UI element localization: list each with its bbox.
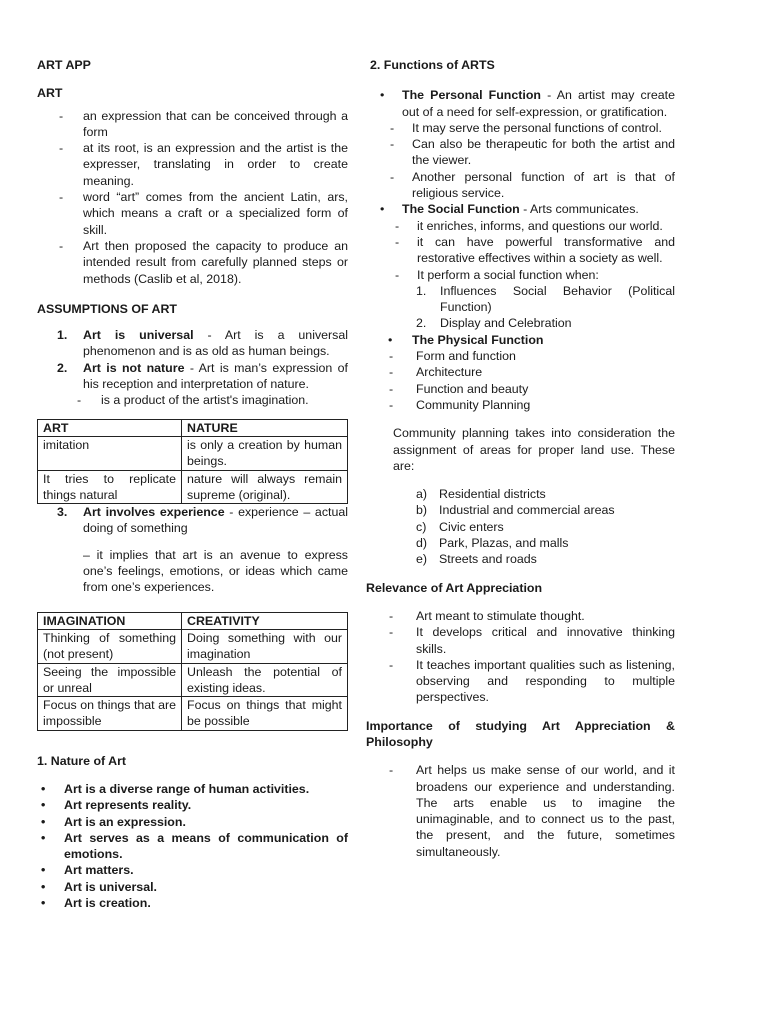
list-item: 1. Art is universal - Art is a universal phenomenon and is as old as human beings.: [57, 328, 348, 359]
list-item: - Architecture: [389, 365, 483, 380]
list-item: - It may serve the personal functions of control.: [390, 120, 663, 135]
social-function: • The Social Function - Arts communicates.: [380, 202, 639, 217]
table-header: ART: [38, 419, 182, 436]
list-item: - It perform a social function when:: [395, 267, 599, 282]
list-item: - at its root, is an expression and the artist is the expresser, translating in order to create meaning.: [59, 141, 348, 188]
list-item: - It develops critical and innovative thinking skills.: [389, 625, 675, 656]
personal-function: • The Personal Function - An artist may create out of a need for self-expression, or gratification.: [380, 88, 675, 119]
table-header: CREATIVITY: [182, 612, 348, 629]
social-function-list: [366, 218, 675, 283]
importance-heading: Importance of studying Art Appreciation & Philosophy: [366, 718, 675, 749]
list-item: a) Residential districts: [416, 487, 546, 502]
physical-function-list: [366, 348, 675, 413]
left-column: [37, 57, 348, 911]
relevance-list: [366, 608, 675, 706]
table-header: NATURE: [182, 419, 348, 436]
social-function-sublist: [366, 283, 675, 332]
personal-function-list: [366, 120, 675, 201]
list-item: - Function and beauty: [389, 381, 529, 396]
nature-of-art-list: [37, 781, 348, 911]
list-item: - Can also be therapeutic for both the artist and the viewer.: [390, 137, 675, 168]
list-item: - word “art” comes from the ancient Latin, ars, which means a craft or a specialized form of skill.: [59, 190, 348, 237]
functions-heading: 2. Functions of ARTS: [370, 58, 495, 72]
list-item: - Art then proposed the capacity to produce an intended result from carefully planned steps or methods (Caslib et al, 2018).: [59, 238, 348, 286]
physical-function: • The Physical Function: [388, 332, 544, 347]
land-use-list: [366, 486, 675, 567]
list-item: - It teaches important qualities such as listening, observing and responding to multiple perspectives.: [389, 657, 675, 705]
art-vs-nature-table: [37, 419, 348, 504]
table-row: Thinking of something (not present) Doing something with our imagination: [38, 629, 348, 663]
assumptions-heading: ASSUMPTIONS OF ART: [37, 301, 177, 316]
assumption-sub-item: - is a product of the artist's imagination.: [77, 393, 309, 408]
document-title: ART APP: [37, 58, 91, 72]
list-item: d) Park, Plazas, and malls: [416, 536, 569, 551]
assumptions-list: [37, 327, 348, 392]
art-heading: ART: [37, 86, 63, 101]
table-row: imitation is only a creation by human beings.: [38, 436, 348, 470]
list-item: • Art is a diverse range of human activities.: [41, 781, 310, 796]
list-item: c) Civic enters: [416, 519, 504, 534]
right-column: [366, 57, 675, 860]
list-item: • Art represents reality.: [41, 798, 192, 813]
imagination-vs-creativity-table: [37, 612, 348, 731]
list-item: - Community Planning: [389, 397, 531, 412]
list-item: 2. Art is not nature - Art is man’s expression of his reception and interpretation of nature.: [57, 360, 348, 392]
list-item: 1. Influences Social Behavior (Political Function): [416, 283, 675, 315]
list-item: - it enriches, informs, and questions our world.: [395, 218, 663, 233]
table-row: Seeing the impossible or unreal Unleash the potential of existing ideas.: [38, 663, 348, 697]
community-planning-paragraph: Community planning takes into consideration the assignment of areas for proper land use. These are:: [393, 426, 675, 473]
list-item: e) Streets and roads: [416, 552, 537, 567]
assumption-3: [37, 504, 348, 537]
list-item: - it can have powerful transformative and restorative effectives within a society as well.: [395, 234, 675, 266]
nature-of-art-heading: 1. Nature of Art: [37, 753, 127, 768]
list-item: - Art helps us make sense of our world, and it broadens our experience and understanding. The arts enable us to imagine the unimaginable, and to connect us to the past, the present, and the future, sometimes simultaneously.: [389, 763, 675, 859]
table-row: It tries to replicate things natural nature will always remain supreme (original).: [38, 470, 348, 504]
list-item: • Art is creation.: [41, 896, 151, 911]
assumption-3-note: – it implies that art is an avenue to express one’s feelings, emotions, or ideas which came from one’s experiences.: [83, 547, 348, 595]
importance-list: [366, 762, 675, 860]
list-item: - Another personal function of art is that of religious service.: [390, 169, 675, 201]
list-item: • Art is universal.: [41, 879, 157, 894]
list-item: 2. Display and Celebration: [416, 316, 572, 331]
list-item: - Form and function: [389, 349, 516, 364]
table-header: IMAGINATION: [38, 612, 182, 629]
list-item: • Art serves as a means of communication of emotions.: [41, 830, 348, 862]
art-definition-list: [37, 108, 348, 287]
list-item: - an expression that can be conceived through a form: [59, 108, 348, 139]
list-item: 3. Art involves experience - experience – actual doing of something: [57, 505, 348, 536]
relevance-heading: Relevance of Art Appreciation: [366, 580, 543, 595]
table-row: Focus on things that are impossible Focus on things that might be possible: [38, 697, 348, 731]
list-item: • Art matters.: [41, 863, 134, 878]
list-item: - Art meant to stimulate thought.: [389, 608, 585, 623]
list-item: b) Industrial and commercial areas: [416, 503, 615, 518]
list-item: • Art is an expression.: [41, 814, 186, 829]
